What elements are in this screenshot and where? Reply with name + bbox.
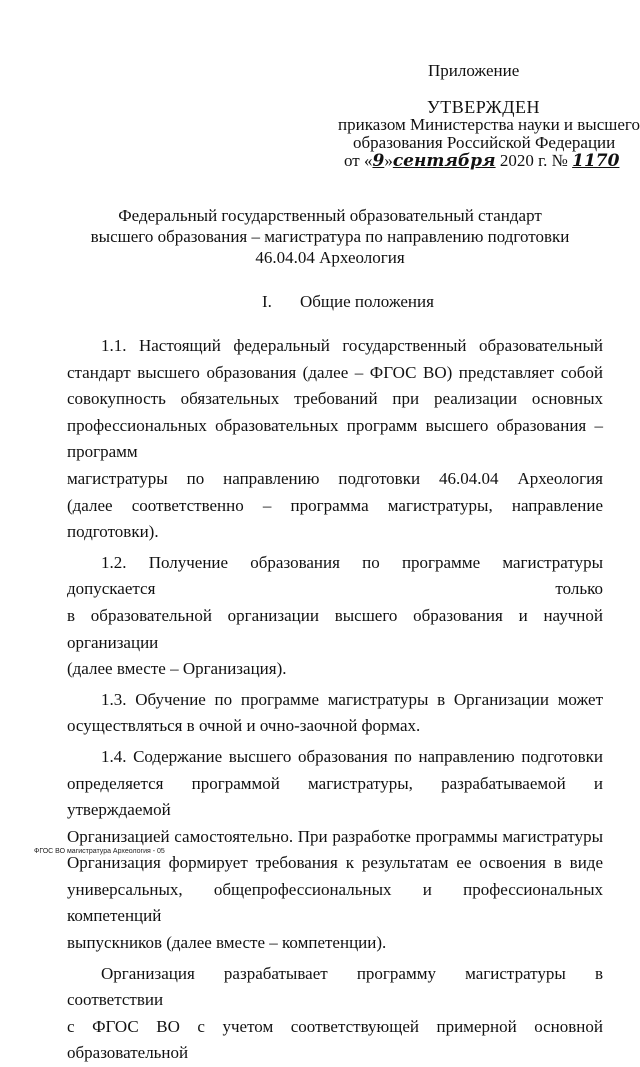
text-line: (далее соответственно – программа магистратуры, направление подготовки). bbox=[67, 495, 603, 542]
date-prefix: от « bbox=[344, 151, 373, 170]
text-line: Организация формирует требования к результатам ее освоения в виде bbox=[67, 853, 603, 873]
paragraph-organization bbox=[67, 961, 603, 1067]
date-month: сентября bbox=[392, 151, 496, 171]
order-number: 1170 bbox=[572, 151, 620, 171]
approval-line-2: образования Российской Федерации bbox=[353, 133, 616, 152]
title-line-2: высшего образования – магистратура по направлению подготовки bbox=[90, 227, 570, 246]
text-line: 1.3. Обучение по программе магистратуры в Организации может bbox=[101, 689, 603, 709]
document-title bbox=[60, 205, 600, 268]
text-line: Организация разрабатывает программу магистратуры в соответствии bbox=[67, 963, 603, 1010]
text-line: определяется программой магистратуры, разрабатываемой и утверждаемой bbox=[67, 773, 603, 820]
document-body bbox=[67, 333, 603, 1067]
text-line: магистратуры по направлению подготовки 46.04.04 Археология bbox=[67, 468, 603, 488]
text-line: 1.1. Настоящий федеральный государственный образовательный bbox=[101, 336, 603, 355]
date-year: 2020 г. № bbox=[499, 151, 568, 170]
approval-line-1: приказом Министерства науки и высшего bbox=[338, 115, 640, 134]
title-line-1: Федеральный государственный образовательный стандарт bbox=[118, 206, 542, 225]
section-title: Общие положения bbox=[300, 292, 434, 311]
approved-label: УТВЕРЖДЕН bbox=[427, 97, 541, 117]
date-day: 9 bbox=[372, 151, 385, 171]
text-line: 1.4. Содержание высшего образования по направлению подготовки bbox=[101, 746, 603, 766]
text-line: Организацией самостоятельно. При разработке программы магистратуры bbox=[67, 826, 603, 846]
text-line: 1.2. Получение образования по программе магистратуры допускается только bbox=[67, 552, 603, 599]
text-line: (далее вместе – Организация). bbox=[67, 659, 287, 679]
text-line: в образовательной организации высшего образования и научной организации bbox=[67, 605, 603, 652]
text-line: с ФГОС ВО с учетом соответствующей примерной основной образовательной bbox=[67, 1016, 603, 1063]
paragraph-1-2 bbox=[67, 550, 603, 683]
text-line: выпускников (далее вместе – компетенции). bbox=[67, 933, 387, 953]
text-line: стандарт высшего образования (далее – ФГОС ВО) представляет собой bbox=[67, 362, 603, 382]
text-line: универсальных, общепрофессиональных и профессиональных компетенций bbox=[67, 879, 603, 926]
text-line: осуществляться в очной и очно-заочной формах. bbox=[67, 716, 421, 736]
footer-note: ФГОС ВО магистратура Археология - 05 bbox=[34, 848, 165, 855]
text-line: профессиональных образовательных программ высшего образования – программ bbox=[67, 415, 603, 462]
paragraph-1-1 bbox=[67, 333, 603, 546]
section-number: I. bbox=[262, 292, 272, 311]
appendix-label: Приложение bbox=[428, 61, 520, 80]
date-month-sep: » bbox=[384, 151, 393, 170]
paragraph-1-3 bbox=[67, 687, 603, 740]
title-line-3: 46.04.04 Археология bbox=[255, 248, 405, 267]
approval-date-line bbox=[344, 150, 619, 172]
text-line: совокупность обязательных требований при реализации основных bbox=[67, 389, 603, 409]
